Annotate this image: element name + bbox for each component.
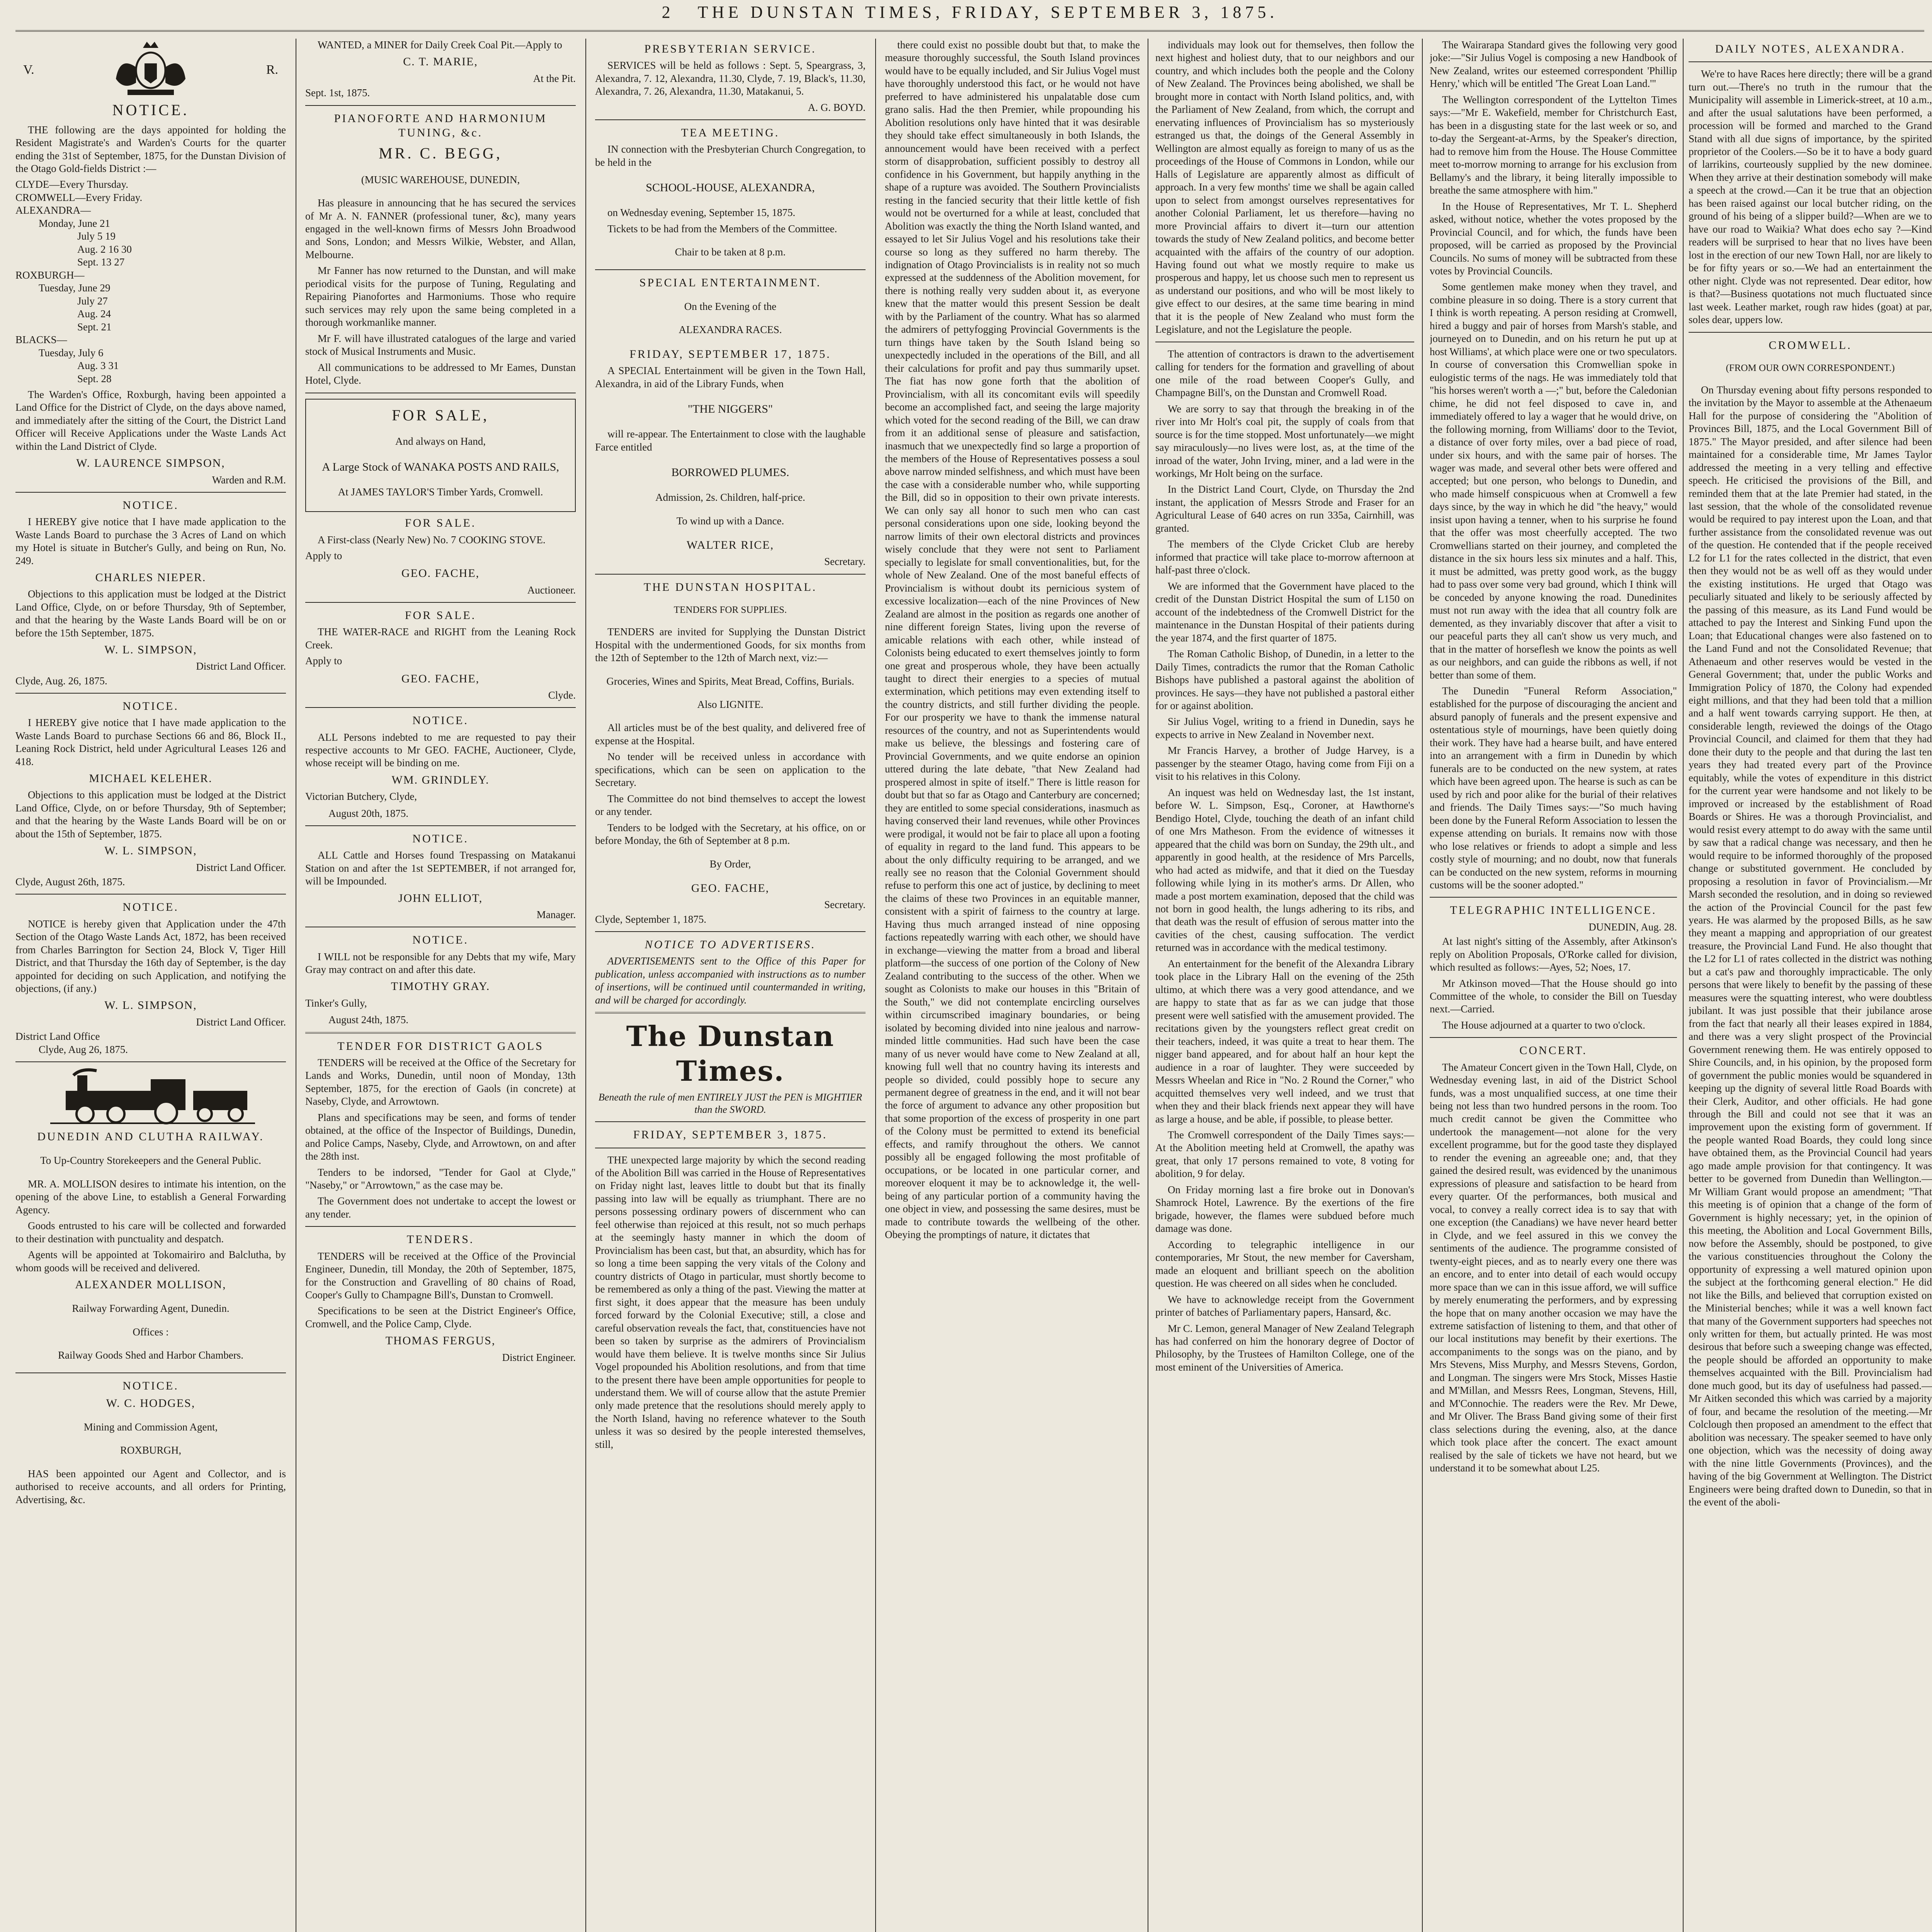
signature-title: District Land Officer.	[196, 861, 286, 873]
concert-report: The Amateur Concert given in the Town Hall, Clyde, on Wednesday evening last, in aid of the District School funds, was a most unqualified success, at one time their being not less than two hundred persons in the room. Too much credit cannot be given the Committee who undertook the management—not alone for the very excellent programme, but for the good taste they displayed to render the evening an agreeable one; and, that they gained the desired result, was evidenced by the unanimous expressions of pleasure and satisfaction to be heard from every quarter. Of the performances, both musical and vocal, to convey a really correct idea is to say that with one exception (the Canadians) we have never heard better in Clyde, and we feel assured in this we convey the sentiments of the audience. The programme consisted of twenty-eight pieces, and as to nearly every one there was an encore, and to enter into detail of each would occupy more space than we can in this issue afford, we will suffice by merely enumerating the performers, and by expressing the hope that on many another occasion we may have the extreme satisfaction of listening to them, and that other of our local institutions may benefit by their exertions. The accompaniments to the songs was on the piano, and by Mrs Stevens, Miss Murphy, and Messrs Stevens, Gordon, and Longman. The singers were Mrs Stock, Misses Hastie and M'Millan, and Messrs Rees, Longman, Stevens, Hill, and M'Connochie. The readers were the Rev. Mr Dewe, and Mr Oliver. The Brass Band giving some of their first class selections during the evening, also, at the dance which took place after the concert. The exact amount realised by the sale of tickets we have not heard, but we understand it to be somewhat about L25.	[1430, 1061, 1677, 1474]
column-4	[885, 39, 1140, 1932]
divider	[305, 105, 576, 106]
divider	[1689, 61, 1932, 62]
locomotive-icon	[43, 1068, 259, 1126]
agent-name: W. C. HODGES,	[106, 1396, 196, 1410]
court-date: July 5 19	[77, 230, 116, 242]
piano-text: All communications to be addressed to Mr Eames, Dunstan Hotel, Clyde.	[305, 361, 576, 386]
court-date: Aug. 2 16 30	[77, 243, 132, 255]
signature-title: Warden and R.M.	[212, 474, 286, 486]
leader-article: there could exist no possible doubt but that, to make the measure thoroughly successful, the South Island provinces would have to be equally included, and Sir Julius Vogel must have thoroughly understood this fact, or he would not have preferred to have administered his unpalatable dose cum grano salis. Had the then Premier, while propounding his Abolition resolutions only have hinted that it was desirable they should take effect simultaneously in both Islands, the announcement would have been received with a perfect storm of disapprobation, sufficient possibly to destroy all confidence in his Government, but happily anything in the shape of a rupture was avoided. The Southern Provincialists resting in the fancied security that their little kettle of fish would not be overturned for a while at least, concluded that Abolition was exactly the thing the North Island wanted, and essayed to let Sir Julius Vogel and his resolutions take their course so long as they suffered no harm thereby. The indignation of Otago Provincialists is in reality not so much expressed at the suddenness of the Abolition movement, for there is nothing really very sudden about it, as everyone knew that the matter would this present Session be dealt with by the Parliament of the country. What has so alarmed the admirers of pettyfogging Provincial Governments is the turn things have taken by the South Island being so unexpectedly included in the operations of the Bill, and all their calculations for profit and pay thus summarily upset. The fiat has now gone forth that the abolition of Provincialism, with all its concomitant evils will speedily become an accomplished fact, and seeing the large majority which voted for the second reading of the Bill, we can draw from it an additional sense of pleasure and satisfaction, inasmuch that we unexpectedly find so large a proportion of the members of the House of Representatives possess a soul above narrow minded selfishness, and which must have been the case with a considerable number who, while supporting the Bill, did so in opposition to their own private interests. We can only say all honor to such men who can cast personal considerations upon one side, looking beyond the narrow limits of their own electoral districts and provinces wisely conclude that they were not sent to Parliament specially to legislate for small conventionalities, but, for the whole of New Zealand. One of the most baneful effects of Provincialism is without doubt its pernicious system of excessive localization—each of the nine Provinces of New Zealand are almost in the position as regards one another of nine different foreign States, living upon the reverse of amicable relations with each other, while instead of Colonists being educated to exert themselves jointly to form one great and prosperous whole, they have been actually taught to direct their energies to a species of mutual extermination, which petitions may even extending itself to the country districts, and still further dividing the people. For our prosperity we have to thank the immense natural resources of the country, and not as Superintendents would make us believe, the blessings and fostering care of Provincial Governments, and we quite endorse an opinion uttered during the late debate, "that New Zealand had prospered almost in spite of itself." There is little reason for doubt but that so far as Otago and Canterbury are concerned; they are entitled to some special considerations, inasmuch as having conserved their land revenues, while other Provinces were prodigal, it would not be fair to place all upon a footing of equality in regard to the land fund. This appears to be about the only difficulty requiring to be arranged, and we really see no reason that the Colonial Government should refuse to perform this one act of justice, by declining to meet the claims of these two Provinces in an equitable manner, consistent with a spirit of fairness to the country at large. Having thus much arranged instead of nine opposing factions repeatedly warring with each other, we should have in exchange—viewing the matter from a broad and liberal platform—the success of one portion of the Colony of New Zealand contributing to the success of the other. When we sought as Colonists to make our houses in this "Britain of the South," we did not contemplate encircling ourselves within circumscribed imaginary boundaries, or being isolated by becoming divided into nine jealous and narrow-minded little communities. Had such have been the case many of us never would have come to New Zealand at all, knowing full well that no country having its interests and people so divided, could possibly hope to secure any permanent degree of greatness in the end, and it will not bear the force of argument to advance any other proposition but that some proportion of the excess of prosperity in one part of the Colony must be permitted to extend its beneficial effects, and ramify throughout the others. We cannot possibly all be engaged following the most profitable of occupations, or be located in one particular corner, and moreover eloquent it may be to acknowledge it, the well-being of any particular portion of a community having the one object in view, and possessing the same desires, must be made to contribute towards the wellbeing of the other. Obeying the promptings of nature, it dictates that	[885, 39, 1140, 1241]
entertainment-dance: To wind up with a Dance.	[676, 515, 784, 527]
signature: W. LAURENCE SIMPSON,	[76, 457, 225, 470]
notice-heading: NOTICE.	[122, 1379, 179, 1392]
notice-text: ALL Persons indebted to me are requested to pay their respective accounts to Mr GEO. FACHE, Auctioneer, Clyde, whose receipt will be binding on me.	[305, 731, 576, 769]
masthead-title: THE DUNSTAN TIMES, FRIDAY, SEPTEMBER 3, 1875.	[697, 3, 1278, 22]
notice-heading: NOTICE.	[122, 498, 179, 512]
entertainment-text: will re-appear. The Entertainment to close with the laughable Farce entitled	[595, 428, 866, 453]
cromwell-report: On Thursday evening about fifty persons responded to the invitation by the Mayor to assemble at the Athenaeum Hall for the purpose of considering the "Abolition of Provinces Bill, 1875, and the Local Government Bill of 1875." The Mayor presided, and after silence had been maintained for a considerable time, Mr James Taylor addressed the meeting in a very telling and effective speech. He criticised the provisions of the Bill, and reminded them that at the late Premier had stated, in the last session, that the whole of the consolidated revenue would be required to pay interest upon the Loan, and that further assistance from the consolidated revenue was out of the question. He contended that if the people received L2 for L1 for the rates collected in the district, that even then they would not be as well off as they would under the existing institutions. He urged that Otago was peculiarly situated and likely to be seriously affected by the passing of this measure, as its Land Fund would be attached to pay the Interest and Sinking Fund upon the Loan; that Educational changes were also fastened on to the Land Fund and not the Consolidated Revenue; that Athenaeum and other reserves would be vested in the General Government; that, under the public Works and Immigration Policy of 1870, the Colony had expended eight millions, and that they had been told that a million and a half went towards carrying support. He then, at considerable length, reviewed the doings of the Otago Provincial Council, and claimed for them that they had done their duty to the people and that during the last ten years they had treated every part of the Province equitably, while the votes of expenditure in this district for the current year were handsome and not likely to be improved or increased by the establishment of Road Boards or Shires. He was a thorough Provincialist, and would resist every attempt to do away with the same until by saw that a radical change was necessary, and then he would require to be informed thoroughly of the proposed change or substituted government. He concluded by proposing a resolution in favor of Provincialism.—Mr Marsh seconded the resolution, and in doing so reviewed the action of the Provincial Council for the past few years. He was alarmed by the proposed Bills, as he saw they meant a mapping and appropriation of our greatest treasure, the Provincial Land Fund. He also thought that the L2 for L1 of rates collected in the district was nothing but a cat's paw and thoroughly impracticable. The only persons that were likely to benefit by the passing of these measures were the squatting interest, who were doubtless jubilant. It was just possible that their jubilance arose from the fact that nearly all their leases expired in 1884, and there was a very slight prospect of the Provincial Government renewing them. He was entirely opposed to Shire Councils, and, in his opinion, by the proposed form of government the public monies would be squandered in keeping up the dignity of several little Road Boards with their Clerk, Auditor, and other officials. He had gone through the Bill and could not see that it was an improvement upon the existing form of government. If the people wanted Road Boards, they could long since have obtained them, as the Provincial Council had years ago made ample provision for that contingency. It was better to be governed from Dunedin than Wellington.—Mr William Grant would propose an amendment; "That this meeting is of opinion that a change of the form of Government is highly necessary; yet, in the opinion of this meeting, the Abolition and Local Government Bills, now before the Assembly, should be postponed, to give the various constituencies throughout the Colony the opportunity of expressing a well matured opinion upon the subject at the forthcoming general election." He did not like the Bills, and believed that corruption existed on the Ministerial benches; while it was a well known fact that many of the Government supporters had speeches not only written for them, but actually printed. He was most desirous that before such a sweeping change was effected, the people should be afforded an opportunity to make themselves acquainted with the Bill. Provincialism had done much good, but its day of usefulness had passed.—Mr Aitken seconded this which was carried by a majority of four, and became the resolution of the meeting.—Mr Colclough then proposed an amendment to the effect that abolition was necessary. The speaker seemed to have only one objection, which was the necessity of doing away with the nine little Governments (Provinces), and the having of the big Government at Wellington. The District Engineers were being drafted down to Dunedin, so that in the event of the aboli-	[1689, 384, 1932, 1508]
objections-text: Objections to this application must be lodged at the District Land Office, Clyde, on or before Thursday, 9th of September, and that the hearing by the Waste Lands Board will be on or before the 15th September, 1875.	[15, 588, 286, 639]
divider	[1430, 897, 1677, 898]
divider	[305, 1226, 576, 1227]
signature: GEO. FACHE,	[401, 567, 480, 580]
agent-place: ROXBURGH,	[120, 1444, 182, 1456]
hospital-lignite: Also LIGNITE.	[697, 699, 764, 710]
forsale-stock: A Large Stock of WANAKA POSTS AND RAILS,	[322, 460, 559, 473]
railway-subheading: To Up-Country Storekeepers and the General Public.	[40, 1155, 261, 1167]
entertainment-admission: Admission, 2s. Children, half-price.	[655, 492, 805, 503]
offices-label: Offices :	[133, 1326, 169, 1338]
court-date: Sept. 21	[77, 321, 112, 333]
forsale-sub: And always on Hand,	[395, 435, 486, 447]
column-rule	[1683, 39, 1684, 1932]
divider	[15, 1061, 286, 1062]
hospital-text: All articles must be of the best quality, and delivered free of expense at the Hospital.	[595, 722, 866, 747]
objections-text: Objections to this application must be lodged at the District Land Office, Clyde, on or before Thursday, 9th of September; and that the hearing by the Waste Lands Board will be on or about the 15th of September, 1875.	[15, 789, 286, 840]
signature-title: Railway Forwarding Agent, Dunedin.	[72, 1303, 230, 1315]
signature-title: District Engineer.	[502, 1351, 576, 1363]
divider	[15, 693, 286, 694]
court-date: Monday, June 21	[39, 217, 110, 229]
notice-date: Clyde, August 26th, 1875.	[15, 876, 125, 888]
crest-letter-right: R.	[266, 63, 278, 77]
forsale-at: At JAMES TAYLOR'S Timber Yards, Cromwell.	[338, 486, 543, 498]
notice-date: August 20th, 1875.	[328, 807, 409, 819]
column-rule	[1422, 39, 1423, 1932]
wardens-office-text: The Warden's Office, Roxburgh, having been appointed a Land Office for the District of Clyde, on the days above named, and immediately after the sitting of the Court, the District Land Officer will Receive Applications under the Waste Lands Act within the Land District of Clyde.	[15, 388, 286, 452]
notice-date: Clyde, September 1, 1875.	[595, 913, 706, 925]
hospital-text: The Committee do not bind themselves to accept the lowest or any tender.	[595, 793, 866, 818]
presbyterian-heading: PRESBYTERIAN SERVICE.	[644, 43, 816, 55]
forsale-heading: FOR SALE.	[405, 609, 476, 622]
column-3	[595, 39, 866, 1932]
news-item: We are informed that the Government have placed to the credit of the Dunstan District Hospital the sum of L150 on account of the indebtedness of the Cromwell District for the maintenance in the Dunstan Hospital of their patients during the year 1874, and the first quarter of 1875.	[1155, 580, 1414, 644]
signature-title: Secretary.	[824, 899, 866, 911]
daily-notes-text: We're to have Races here directly; there will be a grand turn out.—There's no truth in the rumour that the Municipality will assemble in Limerick-street, at 10 a.m., and after the usual salutations have been performed, a procession will be formed and marched to the Grand Stand with all due signs of importance, by the spirited proprietor of the Coolers.—So be it to have a body guard of larrikins, courteously supplied by the new dominee. When they arrive at their destination somebody will make a speech at the crowd.—Can it be true that an objection has been raised against our local butcher riding, on the ground of his being of a slipper build?—When are we to have our road to Waikia? What does echo say ?—Kind readers will be surprised to hear that no lives have been lost in the erection of our new Town Hall, nor are likely to be for fifty years or so.—We had an entertainment the other night. Clyde was not represented. Dear editor, how is that?—Business quotations not much fluctuated since last week. Leather market, rough raw hides (goat) at par, soles dear, uppers low.	[1689, 68, 1932, 326]
divider	[15, 894, 286, 895]
notice-heading: NOTICE.	[412, 832, 469, 845]
offices-text: Railway Goods Shed and Harbor Chambers.	[58, 1349, 243, 1361]
notice-text: I WILL not be responsible for any Debts that my wife, Mary Gray may contract on and after this date.	[305, 951, 576, 975]
news-item: Mr C. Lemon, general Manager of New Zealand Telegraph has had conferred on him the honorary degree of Doctor of Philosophy, by the Trustees of Hamilton College, one of the most eminent of the Universities of America.	[1155, 1322, 1414, 1373]
notice-place: Victorian Butchery, Clyde,	[305, 791, 417, 803]
news-item: On Friday morning last a fire broke out in Donovan's Shamrock Hotel, Lawrence. By the exertions of the fire brigade, however, the flames were subdued before much damage was done.	[1155, 1184, 1414, 1235]
cromwell-subheading: (FROM OUR OWN CORRESPONDENT.)	[1726, 362, 1895, 373]
signature: WALTER RICE,	[686, 539, 774, 552]
notice-heading: NOTICE.	[112, 101, 189, 119]
leader-article: THE unexpected large majority by which the second reading of the Abolition Bill was carried in the House of Representatives on Friday night last, leaves little to doubt but that its finally passing into law will be equally as triumphant. There are no persons possessing ordinary powers of discernment who can feel otherwise than rejoiced at this result, not so much perhaps at the seemingly hasty manner in which the doom of Provincialism has been cast, but that, an absurdity, which has for so long a time been sapping the very vitals of the Colony and country districts of Otago in particular, must shortly become to be remembered as only a thing of the past. Viewing the matter at first sight, it does appear that the measure has been unduly forced forward by the Colonial Executive; still, a close and careful observation reveals the fact, that, constituencies have not been so taken by surprise as the admirers of Provincialism would have them believe. It is twelve months since Sir Julius Vogel propounded his Abolition resolutions, and from that time to the present there have been ample opportunities for people to understand them. We will of course allow that the astute Premier only made pretence that the resolutions should merely apply to the North Island, having no reference whatever to the South unless it was so desired by the people interested themselves, still,	[595, 1154, 866, 1450]
masthead-rule	[15, 30, 1924, 32]
notice-date: Clyde, Aug. 26, 1875.	[15, 675, 107, 687]
news-item: The Dunedin "Funeral Reform Association," established for the purpose of discouraging the ancient and absurd panoply of funerals and the present expensive and ostentatious style of mournings, have been quietly doing their work. They have had a hearse built, and have entered into an arrangement with a firm in Dunedin by which funerals are to be conducted on the new system, at rates which have been agreed upon. The hearse is such as can be used by rich and poor alike for the burial of their relatives and friends. The Daily Times says:—"So much having been done by the Funeral Reform Association to lessen the expense attending on burials. It remains now with those who lose relatives or friends to adopt a simple and less costly style of mourning; and no doubt, now that funerals can be conducted on the new system, reforms in mourning customs will be the sooner adopted."	[1430, 685, 1677, 891]
notice-office: District Land Office	[15, 1031, 100, 1043]
advertisers-heading: NOTICE TO ADVERTISERS.	[645, 938, 816, 951]
stove-text: A First-class (Nearly New) No. 7 COOKING STOVE.	[318, 534, 546, 546]
entertainment-heading: SPECIAL ENTERTAINMENT.	[639, 276, 821, 289]
divider	[595, 574, 866, 575]
divider	[1430, 1037, 1677, 1038]
divider	[1689, 332, 1932, 333]
forsale-heading: FOR SALE.	[405, 517, 476, 530]
court-date: Tuesday, July 6	[39, 347, 104, 359]
forsale-ad	[305, 399, 576, 512]
tea-text: Tickets to be had from the Members of the Committee.	[607, 223, 837, 235]
piano-text: Mr Fanner has now returned to the Dunstan, and will make periodical visits for the purpose of Tuning, Regulating and Repairing Pianofortes and Harmoniums. Those who require such services may rely upon the same being completed in a thorough workmanlike manner.	[305, 265, 576, 328]
telegraphic-item: At last night's sitting of the Assembly, after Atkinson's reply on Abolition Proposals, O'Rorke called for division, which resulted as follows:—Ayes, 52; Noes, 17.	[1430, 935, 1677, 973]
signature-title: At the Pit.	[533, 72, 576, 84]
divider	[305, 707, 576, 708]
court-date: July 27	[77, 295, 108, 307]
hospital-text: Tenders to be lodged with the Secretary, at his office, on or before Monday, the 6th of September at 8 p.m.	[595, 821, 866, 847]
hospital-heading: THE DUNSTAN HOSPITAL.	[643, 580, 817, 594]
news-item: Sir Julius Vogel, writing to a friend in Dunedin, says he expects to arrive in New Zealand in November next.	[1155, 716, 1414, 740]
telegraphic-item: The House adjourned at a quarter to two o'clock.	[1442, 1019, 1645, 1031]
divider	[305, 1032, 576, 1034]
entertainment-farce: BORROWED PLUMES.	[671, 466, 789, 479]
entertainment-text: A SPECIAL Entertainment will be given in the Town Hall, Alexandra, in aid of the Library Funds, when	[595, 365, 866, 389]
signature: W. L. SIMPSON,	[104, 844, 197, 857]
presbyterian-text: SERVICES will be held as follows : Sept. 5, Speargrass, 3, Alexandra, 7. 12, Alexandra, 11.30, Clyde, 7. 19, Black's, 11.30, Alexandra, 7. 26, Alexandra, 11.30, Matakanui, 5.	[595, 60, 866, 97]
notice-date: August 24th, 1875.	[328, 1014, 409, 1026]
news-item: The attention of contractors is drawn to the advertisement calling for tenders for the formation and gravelling of about one mile of the road between Cooper's Gully, and Champagne Bill's, on the Dunstan and Cromwell Road.	[1155, 348, 1414, 399]
court-clyde: CLYDE—Every Thursday.	[15, 179, 128, 190]
piano-text: Mr F. will have illustrated catalogues of the large and varied stock of Musical Instruments and Music.	[305, 332, 576, 357]
news-item: We are sorry to say that through the breaking in of the river into Mr Holt's coal pit, the supply of coals from that source is for the time stopped. Most unfortunately—we might say miraculously—no lives were lost, as, at the time of the inroad of the water, John Irving, miner, and a lad were in the workings, Mr Holt being on the surface.	[1155, 403, 1414, 479]
column-2	[305, 39, 576, 1932]
signature: MICHAEL KELEHER.	[89, 772, 213, 785]
leader-article: individuals may look out for themselves, then follow the next highest and holiest duty, that to our neighbors and our country, and which includes both the people and the Colony of New Zealand. The Provinces being abolished, we shall be brought more in contact with North Island politics, and, with the Parliament of New Zealand, from which, the corrupt and enervating influences of Provincialism has so mysteriously estranged us that, the doings of the General Assembly in Wellington are almost equally as foreign to many of us as the proceedings of the House of Commons in London, while our Halls of Legislature are apparently almost as difficult of approach. In a very few months' time we shall be again called upon to select from amongst ourselves representatives for another Colonial Parliament, let us therefore—having no more Provincial affairs to divert it—turn our attention towards the study of New Zealand politics, and become better acquainted with the affairs of the country of our adoption. Having found out what we mostly require to make us prosperous and happy, let us choose such men to represent us as understand our positions, and who will be most likely to give effect to our desires, at the same time bearing in mind that it is the people of New Zealand who must form the Legislature, and not the Legislature the people.	[1155, 39, 1414, 335]
notice-text: I HEREBY give notice that I have made application to the Waste Lands Board to purchase Sections 66 and 86, Block II., Leaning Rock District, held under Agricultural Leases 126 and 418.	[15, 717, 286, 767]
tea-text: Chair to be taken at 8 p.m.	[675, 246, 786, 258]
crest-letter-left: V.	[23, 63, 34, 77]
notice-text: ALL Cattle and Horses found Trespassing on Matakanui Station on and after the 1st SEPTEMBER, if not arranged for, will be Impounded.	[305, 849, 576, 887]
notice-text: NOTICE is hereby given that Application under the 47th Section of the Otago Waste Lands Act, 1872, has been received from Charles Barrington for Section 24, Block V, Tiger Hill District, and that Thursday the 16th day of September, is the day appointed for deciding on such Application, and notifying the objections, (if any.)	[15, 918, 286, 994]
notice-heading: NOTICE.	[122, 700, 179, 713]
divider	[595, 269, 866, 270]
railway-text: Goods entrusted to his care will be collected and forwarded to their destination with punctuality and despatch.	[15, 1220, 286, 1245]
column-7	[1689, 39, 1932, 1932]
court-blacks: BLACKS—	[15, 334, 67, 346]
piano-text: Has pleasure in announcing that he has secured the services of Mr A. N. FANNER (professional tuner, &c), many years engaged in the well-known firms of Messrs John Broadwood and Sons, London; and Messrs Wilkie, Webster, and Allan, Melbourne.	[305, 197, 576, 260]
cromwell-heading: CROMWELL.	[1769, 338, 1852, 352]
divider	[595, 1121, 866, 1122]
entertainment-date: FRIDAY, SEPTEMBER 17, 1875.	[629, 347, 831, 361]
paper-motto: Beneath the rule of men ENTIRELY JUST the PEN is MIGHTIER than the SWORD.	[598, 1091, 862, 1116]
court-alexandra: ALEXANDRA—	[15, 204, 91, 216]
court-date: Aug. 24	[77, 308, 111, 320]
hospital-order: By Order,	[709, 858, 751, 870]
railway-text: MR. A. MOLLISON desires to intimate his intention, on the opening of the above Line, to establish a General Forwarding Agency.	[15, 1178, 286, 1216]
railway-heading: DUNEDIN AND CLUTHA RAILWAY.	[37, 1130, 264, 1143]
signature-title: District Land Officer.	[196, 660, 286, 672]
divider	[595, 931, 866, 932]
news-item: Some gentlemen make money when they travel, and combine pleasure in so doing. There is a story current that I think is worth repeating. A person residing at Cromwell, hired a buggy and pair of horses from Marsh's stable, and journeyed on to Dunedin, and on his return he put up at host Williams', at which place were one or two speculators. In course of conversation this Cromwellian spoke in eulogistic terms of the nags. He was immediately told that "his horses weren't worth a —;" but, before the Caledonian chime, he did not feel disposed to cave in, and immediately offered to lay a wager that he would drive, on the following morning, from Williams' door to the Teviot, a distance of over forty miles, over a bad piece of road, under six hours, and with the same pair of horses. The wager was made, and several other bets were offered and accepted; but one person, who belongs to Dunedin, and who made himself conspicuous when at Cromwell a few days since, by the way in which he did "the heavy," would insist upon having a tenner, when to his surprise he found that the offer was most cheerfully accepted. The two Cromwellians started on their journey, and completed the distance in the six hours less six minutes and a half. This, it must be admitted, was pretty good work, as the buggy had to pass over some very bad ground, which I think will be conceded by anyone knowing the road. Dunedinites must not run away with the idea that all country folk are demented, as they invariably discover that after a visit to our peaceful parts they all can't show us very much, and that in the matter of horseflesh we know the points as well as our neighbors, and can guide the ribbons as well, if not better than some of them.	[1430, 281, 1677, 681]
court-date: Sept. 28	[77, 372, 112, 384]
tea-heading: TEA MEETING.	[681, 126, 780, 139]
signature: GEO. FACHE,	[691, 882, 770, 895]
news-item: We have to acknowledge receipt from the Government printer of batches of Parliamentary papers, Hansard, &c.	[1155, 1293, 1414, 1318]
news-item: An entertainment for the benefit of the Alexandra Library took place in the Library Hall on the evening of the 25th ultimo, at which there was a very good attendance, and we are happy to state that as far as we can judge that those present were well satisfied with the amusement provided. The recitations given by the youngsters reflect great credit on their teachers, indeed, it was quite a treat to hear them. The nigger band appeared, and for about half an hour kept the audience in a roar of laughter. They were succeeded by Messrs Wheelan and Rice in "No. 2 Round the Corner," who acquitted themselves very well indeed, and we trust that when they and their black friends next appear they will have as large a house, and be able, if possible, to please better.	[1155, 957, 1414, 1125]
waterrace-text: THE WATER-RACE and RIGHT from the Leaning Rock Creek.	[305, 626, 576, 651]
divider	[15, 492, 286, 493]
hospital-text: No tender will be received unless in accordance with specifications, which can be seen on application to the Secretary.	[595, 751, 866, 789]
tea-text: on Wednesday evening, September 15, 1875.	[607, 207, 796, 219]
news-item: The members of the Clyde Cricket Club are hereby informed that practice will take place to-morrow afternoon at half-past three o'clock.	[1155, 538, 1414, 576]
entertainment-title: "THE NIGGERS"	[687, 403, 773, 416]
tea-place: SCHOOL-HOUSE, ALEXANDRA,	[646, 181, 815, 194]
signature-title: Manager.	[536, 908, 576, 920]
signature: WM. GRINDLEY.	[391, 773, 490, 786]
signature-title: Clyde.	[548, 689, 576, 701]
page-number: 2	[662, 3, 674, 22]
entertainment-sub: On the Evening of the	[684, 300, 777, 312]
signature: A. G. BOYD.	[808, 101, 866, 113]
notice-text: I HEREBY give notice that I have made application to the Waste Lands Board to purchase the 3 Acres of Land on which my Hotel is situate in Butcher's Gully, and being on Run, No. 249.	[15, 516, 286, 566]
column-rule	[585, 39, 586, 1932]
notice-date: Sept. 1st, 1875.	[305, 87, 370, 99]
court-roxburgh: ROXBURGH—	[15, 269, 85, 281]
court-date: Aug. 3 31	[77, 360, 119, 372]
signature-title: Secretary.	[824, 556, 866, 568]
agent-role: Mining and Commission Agent,	[83, 1421, 218, 1433]
wanted-text: WANTED, a MINER for Daily Creek Coal Pit.—Apply to	[318, 39, 562, 51]
signature: W. L. SIMPSON,	[104, 643, 197, 656]
telegraphic-item: Mr Atkinson moved—That the House should go into Committee of the whole, to consider the Bill on Tuesday next.—Carried.	[1430, 977, 1677, 1015]
hospital-text: TENDERS are invited for Supplying the Dunstan District Hospital with the undermentioned Goods, for six months from the 12th of September to the 12th of March next, viz:—	[595, 626, 866, 664]
notice-place: Tinker's Gully,	[305, 997, 367, 1009]
court-date: Sept. 13 27	[77, 256, 125, 268]
telegraphic-dateline: DUNEDIN, Aug. 28.	[1588, 921, 1677, 933]
notice-heading: NOTICE.	[412, 714, 469, 727]
notice-heading: NOTICE.	[412, 934, 469, 947]
news-item: According to telegraphic intelligence in our contemporaries, Mr Stout, the new member for Caversham, made an eloquent and brilliant speech on the abolition question. He was cheered on all sides when he concluded.	[1155, 1238, 1414, 1289]
tender-heading: TENDERS.	[406, 1233, 474, 1246]
tender-text: Tenders to be indorsed, "Tender for Gaol at Clyde," "Naseby," or "Arrowtown," as the case may be.	[305, 1166, 576, 1191]
news-item: In the District Land Court, Clyde, on Thursday the 2nd instant, the application of Messrs Strode and Fraser for an Agricultural Lease of 640 acres on run 335a, Cairnhill, was granted.	[1155, 483, 1414, 534]
news-item: The Wairarapa Standard gives the following very good joke:—"Sir Julius Vogel is composing a new Handbook of New Zealand, writes our esteemed correspondent 'Phillip Henry,' which will be entitled 'The Great Loan Land.'"	[1430, 39, 1677, 90]
signature: THOMAS FERGUS,	[385, 1334, 496, 1347]
apply-label: Apply to	[305, 549, 342, 561]
news-item: The Roman Catholic Bishop, of Dunedin, in a letter to the Daily Times, contradicts the rumor that the Roman Catholic Bishops have published a pastoral against the abolition of provinces. He says—they have not published a pastoral either for or against abolition.	[1155, 648, 1414, 711]
news-item: An inquest was held on Wednesday last, the 1st instant, before W. L. Simpson, Esq., Coroner, at Hawthorne's Bendigo Hotel, Clyde, touching the death of an infant child of one Mrs Matheson. From the evidence of witnesses it appeared that the child was born on Sunday, the 29th ult., and apparently in good health, at the residence of Mrs Parcells, who had acted as midwife, and that it died on the Tuesday following while lying in its mother's arms. Dr Allen, who made a post mortem examination, deposed that the child was not born in good health, the lungs adhering to its ribs, and that death was the result of effusion of serous matter into the cavities of the chest, causing suffocation. The verdict returned was in accordance with the medical testimony.	[1155, 786, 1414, 954]
signature: ALEXANDER MOLLISON,	[75, 1278, 226, 1291]
leader-date: FRIDAY, SEPTEMBER 3, 1875.	[633, 1128, 828, 1141]
column-5	[1155, 39, 1414, 1932]
divider	[15, 1372, 286, 1373]
tender-text: Plans and specifications may be seen, and forms of tender obtained, at the office of the Inspector of Buildings, Dunedin, and Police Camps, Naseby, Clyde, and Arrowtown, on and after the 28th inst.	[305, 1111, 576, 1162]
advertisers-text: ADVERTISEMENTS sent to the Office of this Paper for publication, unless accompanied with instructions as to number of insertions, will be continued until countermanded in writing, and will be charged for accordingly.	[595, 955, 866, 1006]
begg-subheading: (MUSIC WAREHOUSE, DUNEDIN,	[361, 173, 520, 185]
notice-date: Clyde, Aug 26, 1875.	[39, 1043, 128, 1055]
piano-heading: PIANOFORTE AND HARMONIUM TUNING, &c.	[334, 112, 547, 139]
paper-title: The Dunstan Times.	[626, 1020, 835, 1087]
signature: TIMOTHY GRAY.	[391, 980, 490, 993]
royal-crest-block	[15, 39, 286, 97]
royal-coat-of-arms-icon	[104, 40, 197, 98]
tender-text: Specifications to be seen at the District Engineer's Office, Cromwell, and the Police Camp, Clyde.	[305, 1305, 576, 1330]
tender-text: The Government does not undertake to accept the lowest or any tender.	[305, 1195, 576, 1220]
forsale-heading: FOR SALE,	[392, 406, 489, 424]
tender-text: TENDERS will be received at the Office of the Provincial Engineer, Dunedin, till Monday, the 20th of September, 1875, for the Construction and Gravelling of 80 chains of Road, Cooper's Gully to Champagne Bill's, Dunstan to Cromwell.	[305, 1250, 576, 1301]
agent-text: HAS been appointed our Agent and Collector, and is authorised to receive accounts, and all orders for Printing, Advertising, &c.	[15, 1468, 286, 1505]
signature: JOHN ELLIOT,	[398, 891, 483, 905]
column-1	[15, 39, 286, 1932]
courts-notice-text: THE following are the days appointed for holding the Resident Magistrate's and Warden's Courts for the quarter ending the 31st of September, 1875, for the Dunstan Division of the Otago Gold-fields District :—	[15, 124, 286, 174]
column-6	[1430, 39, 1677, 1932]
divider	[305, 825, 576, 826]
news-item: The Wellington correspondent of the Lyttelton Times says:—"Mr E. Wakefield, member for Christchurch East, has been in a disgusting state for the last week or so, and to-day the Sergeant-at-Arms, by the Speaker's direction, had to remove him from the House. The House Committee meet to-morrow morning to arrange for his exclusion from Bellamy's and the library, it being literally impossible to breathe the same atmosphere with him."	[1430, 94, 1677, 196]
tender-heading: TENDER FOR DISTRICT GAOLS	[337, 1039, 544, 1053]
signature: CHARLES NIEPER.	[95, 571, 206, 584]
signature-title: Auctioneer.	[527, 584, 576, 596]
hospital-goods: Groceries, Wines and Spirits, Meat Bread, Coffins, Burials.	[606, 675, 854, 687]
news-item: In the House of Representatives, Mr T. L. Shepherd asked, without notice, whether the votes proposed by the Provincial Council, and for which, the funds have been proposed, will be carried as proposed by the Provincial Councils. No sums of money will be subtracted from these votes by Provincial Councils.	[1430, 200, 1677, 277]
entertainment-sub: ALEXANDRA RACES.	[679, 324, 782, 336]
signature: C. T. MARIE,	[403, 55, 478, 68]
divider	[305, 602, 576, 603]
court-cromwell: CROMWELL—Every Friday.	[15, 191, 143, 203]
daily-notes-heading: DAILY NOTES, ALEXANDRA.	[1715, 43, 1906, 55]
news-item: Mr Francis Harvey, a brother of Judge Harvey, is a passenger by the steamer Otago, having come from Fiji on a visit to his relatives in this Colony.	[1155, 745, 1414, 782]
divider	[595, 119, 866, 120]
signature: GEO. FACHE,	[401, 672, 480, 685]
apply-label: Apply to	[305, 655, 342, 667]
railway-text: Agents will be appointed at Tokomairiro and Balclutha, by whom goods will be received and delivered.	[15, 1249, 286, 1274]
hospital-sub: TENDERS FOR SUPPLIES.	[673, 605, 787, 616]
news-item: The Cromwell correspondent of the Daily Times says:—At the Abolition meeting held at Cromwell, the apathy was great, that only 17 persons remained to vote, 8 voting for abolition, 9 for delay.	[1155, 1129, 1414, 1180]
tea-text: IN connection with the Presbyterian Church Congregation, to be held in the	[595, 143, 866, 168]
divider	[595, 1012, 866, 1014]
telegraphic-heading: TELEGRAPHIC INTELLIGENCE.	[1450, 904, 1657, 917]
column-rule	[875, 39, 876, 1932]
court-date: Tuesday, June 29	[39, 282, 111, 294]
notice-heading: NOTICE.	[122, 901, 179, 914]
signature: W. L. SIMPSON,	[104, 999, 197, 1012]
begg-name: MR. C. BEGG,	[379, 144, 502, 162]
tender-text: TENDERS will be received at the Office of the Secretary for Lands and Works, Dunedin, until noon of Monday, 13th September, 1875, for the erection of Gaols (in concrete) at Naseby, Clyde, and Arrowtown.	[305, 1056, 576, 1107]
concert-heading: CONCERT.	[1519, 1044, 1587, 1057]
masthead	[15, 2, 1924, 29]
signature-title: District Land Officer.	[196, 1016, 286, 1028]
